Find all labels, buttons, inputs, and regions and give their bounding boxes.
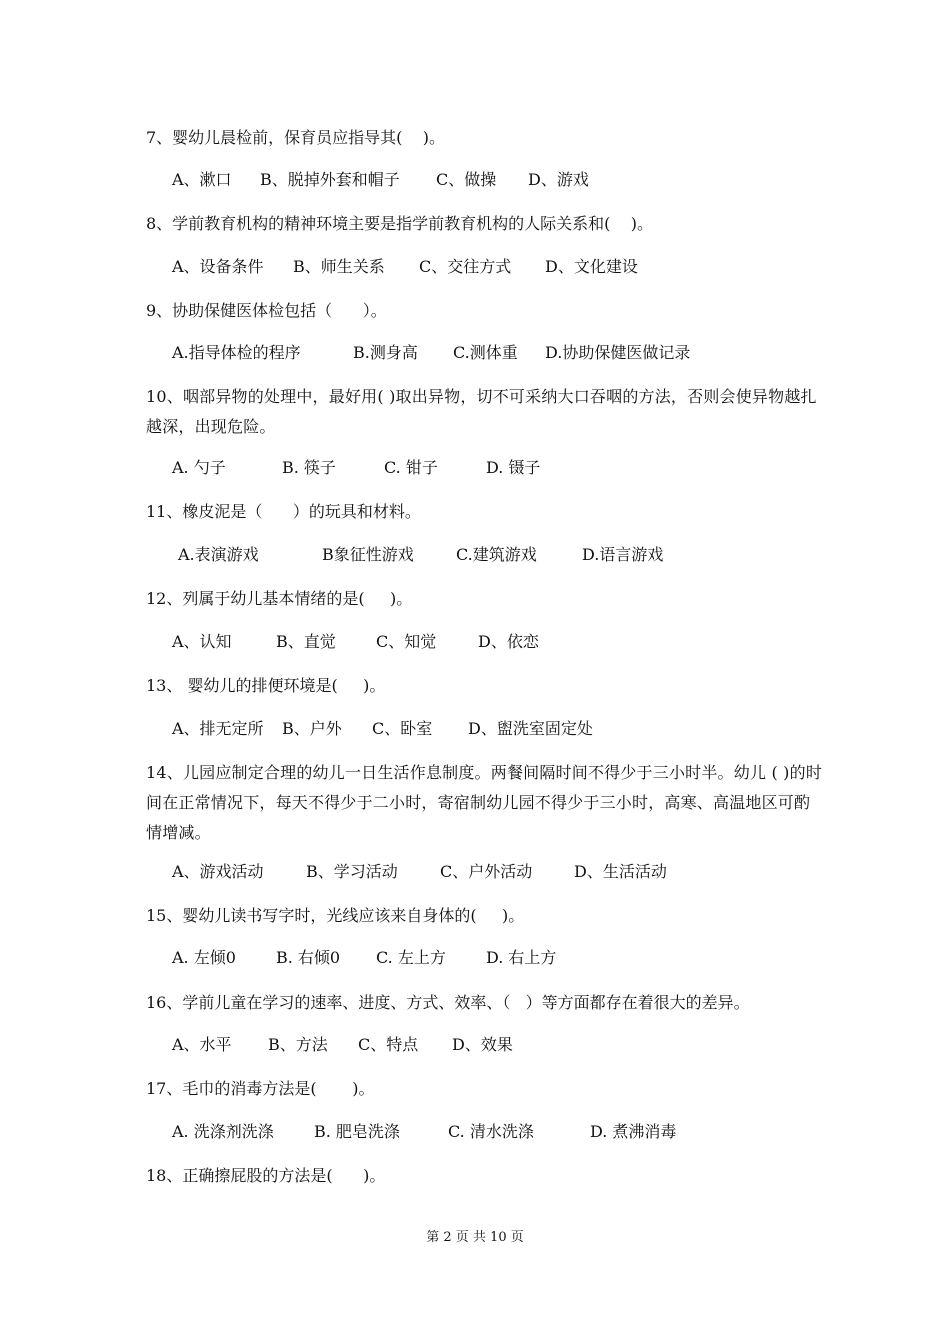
question-9-stem: 9、协助保健医体检包括（ ）。 <box>146 301 387 320</box>
option-b: B、学习活动 <box>306 862 398 881</box>
option-d: D.语言游戏 <box>582 545 664 564</box>
option-a: A. 勺子 <box>172 458 226 477</box>
question-17-stem: 17、毛巾的消毒方法是( )。 <box>146 1079 375 1098</box>
option-d: D、生活活动 <box>574 862 667 881</box>
option-c: C. 钳子 <box>384 458 438 477</box>
page-number-footer: 第 2 页 共 10 页 <box>426 1230 524 1245</box>
question-14-stem: 14、儿园应制定合理的幼儿一日生活作息制度。两餐间隔时间不得少于三小时半。幼儿 ( )的时间在正常情况下，每天不得少于二小时，寄宿制幼儿园不得少于三小时，高寒、高温地区可酌情增减。 <box>146 763 823 842</box>
question-17-options <box>172 1120 676 1144</box>
question-8-options <box>172 255 638 279</box>
option-d: D、文化建设 <box>545 257 638 276</box>
option-a: A、认知 <box>172 632 232 651</box>
option-c: C、知觉 <box>376 632 437 651</box>
question-15-options <box>172 946 556 970</box>
option-b: B. 肥皂洗涤 <box>314 1122 400 1141</box>
option-b: B、方法 <box>268 1035 328 1054</box>
option-c: C. 清水洗涤 <box>448 1122 534 1141</box>
option-d: D. 镊子 <box>486 458 541 477</box>
question-10-options <box>172 456 540 480</box>
option-d: D. 右上方 <box>486 948 557 967</box>
question-15-stem: 15、婴幼儿读书写字时，光线应该来自身体的( )。 <box>146 906 525 925</box>
option-c: C、交往方式 <box>419 257 512 276</box>
option-d: D、依恋 <box>478 632 539 651</box>
option-c: C.测体重 <box>453 343 518 362</box>
question-11-stem: 11、橡皮泥是（ ）的玩具和材料。 <box>146 502 421 521</box>
question-13-stem: 13、 婴幼儿的排便环境是( )。 <box>146 676 386 695</box>
option-b: B象征性游戏 <box>322 545 414 564</box>
option-a: A.指导体检的程序 <box>172 343 301 362</box>
option-a: A.表演游戏 <box>178 545 259 564</box>
option-a: A、设备条件 <box>172 257 264 276</box>
option-a: A、漱口 <box>172 170 232 189</box>
question-16-options <box>172 1033 513 1057</box>
option-b: B、直觉 <box>276 632 336 651</box>
option-a: A. 左倾0 <box>172 948 236 967</box>
option-a: A. 洗涤剂洗涤 <box>172 1122 274 1141</box>
question-13-options <box>172 717 593 741</box>
option-c: C、特点 <box>358 1035 419 1054</box>
option-c: C、做操 <box>436 170 497 189</box>
option-d: D、游戏 <box>528 170 589 189</box>
option-c: C、户外活动 <box>440 862 533 881</box>
option-a: A、水平 <box>172 1035 232 1054</box>
option-d: D、效果 <box>452 1035 513 1054</box>
option-a: A、排无定所 <box>172 719 264 738</box>
option-b: B. 筷子 <box>282 458 336 477</box>
option-b: B、师生关系 <box>293 257 385 276</box>
question-12-options <box>172 630 539 654</box>
option-d: D、盥洗室固定处 <box>468 719 593 738</box>
question-14-options <box>172 860 667 884</box>
option-b: B. 右倾0 <box>276 948 341 967</box>
option-a: A、游戏活动 <box>172 862 264 881</box>
question-7-stem: 7、婴幼儿晨检前，保育员应指导其( )。 <box>146 128 446 147</box>
option-d: D.协助保健医做记录 <box>545 343 691 362</box>
option-b: B.测身高 <box>353 343 418 362</box>
question-8-stem: 8、学前教育机构的精神环境主要是指学前教育机构的人际关系和( )。 <box>146 214 654 233</box>
question-16-stem: 16、学前儿童在学习的速率、进度、方式、效率、（ ）等方面都存在着很大的差异。 <box>146 993 750 1012</box>
question-10-stem: 10、咽部异物的处理中，最好用( )取出异物，切不可采纳大口吞咽的方法，否则会使异物越扎越深，出现危险。 <box>146 387 817 436</box>
option-b: B、户外 <box>282 719 342 738</box>
question-12-stem: 12、列属于幼儿基本情绪的是( )。 <box>146 589 413 608</box>
option-b: B、脱掉外套和帽子 <box>260 170 400 189</box>
option-c: C.建筑游戏 <box>456 545 537 564</box>
question-11-options <box>178 543 663 567</box>
option-c: C. 左上方 <box>376 948 446 967</box>
question-18-stem: 18、正确擦屁股的方法是( )。 <box>146 1166 386 1185</box>
option-d: D. 煮沸消毒 <box>590 1122 677 1141</box>
option-c: C、卧室 <box>372 719 433 738</box>
question-9-options <box>172 341 690 365</box>
question-7-options <box>172 168 589 192</box>
